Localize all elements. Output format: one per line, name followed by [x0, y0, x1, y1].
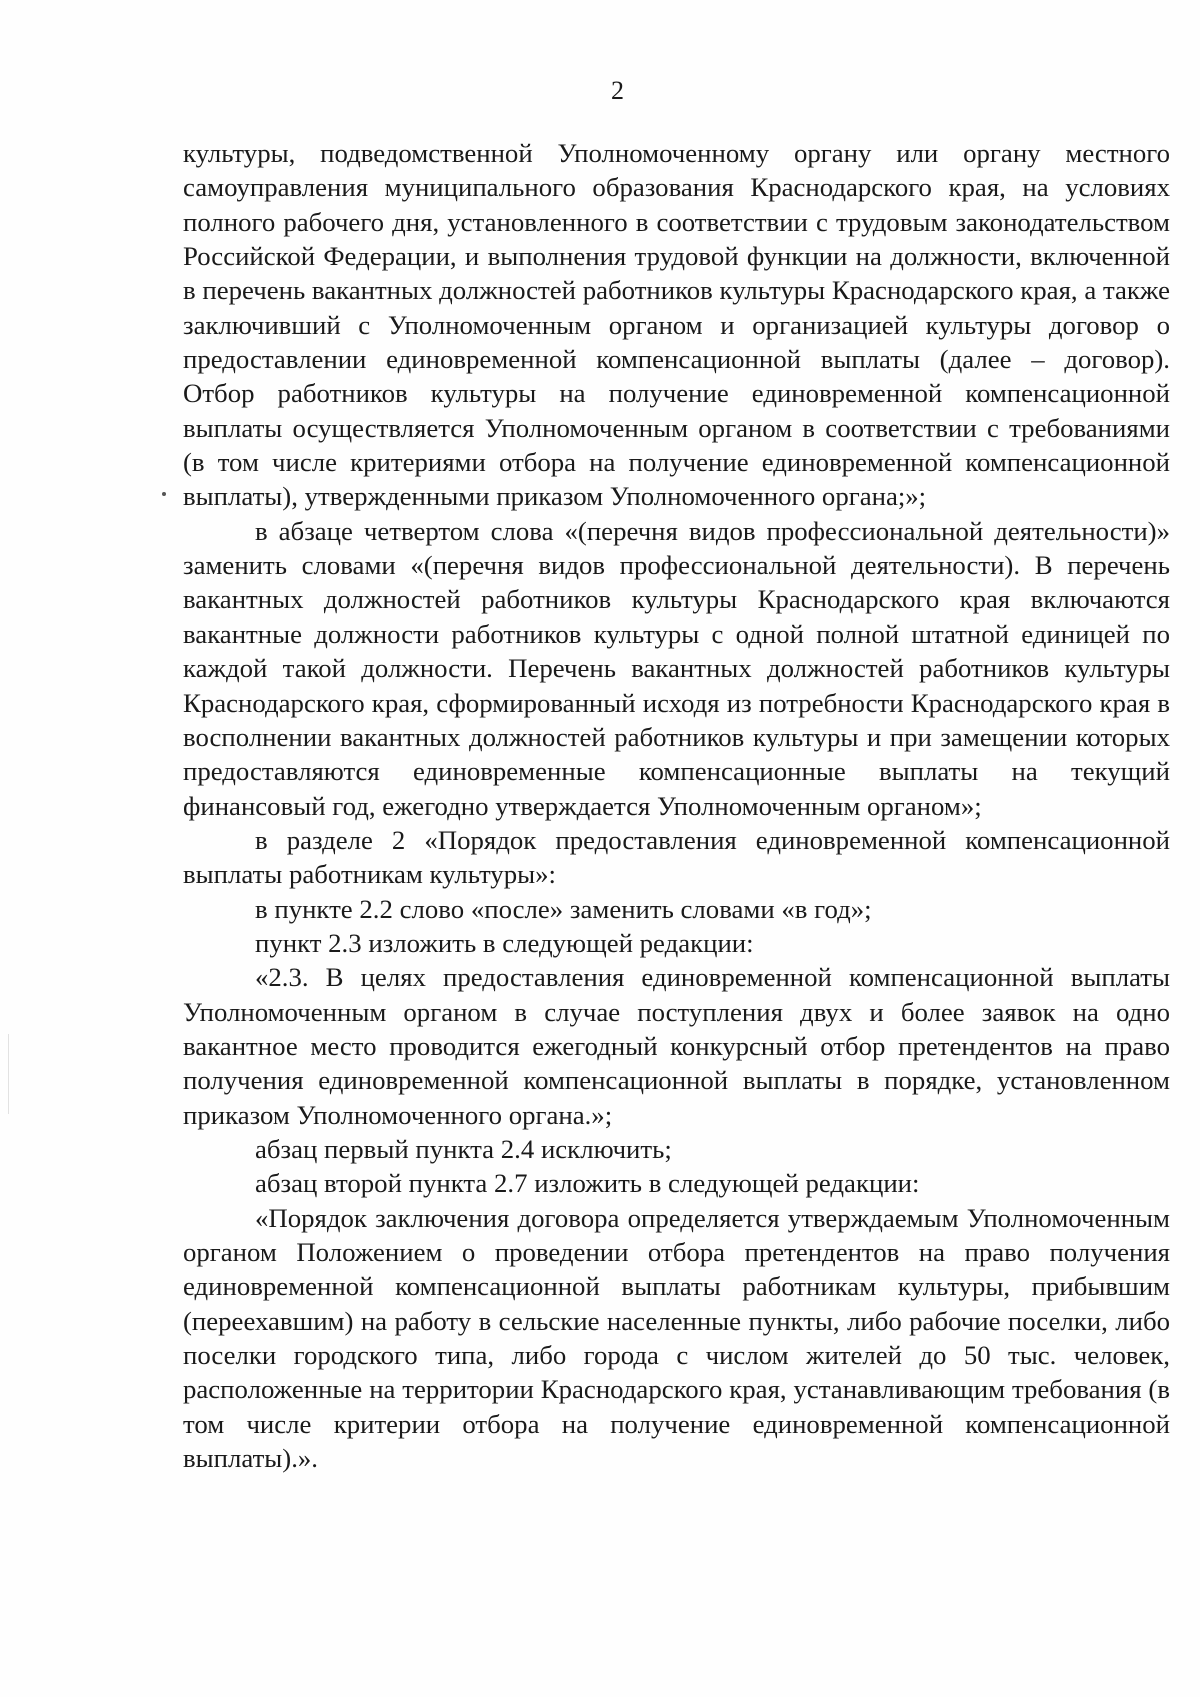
scan-edge-line	[8, 1034, 9, 1114]
page-number: 2	[611, 76, 624, 105]
paragraph: в разделе 2 «Порядок предоставления единовременной компенсационной выплаты работникам культуры»:	[183, 824, 1170, 890]
paragraph: пункт 2.3 изложить в следующей редакции:	[255, 927, 754, 958]
paragraph: абзац первый пункта 2.4 исключить;	[255, 1133, 672, 1164]
paragraph: абзац второй пункта 2.7 изложить в следующей редакции:	[255, 1168, 920, 1199]
document-body	[183, 136, 1170, 1475]
paragraph: культуры, подведомственной Уполномоченному органу или органу местного самоуправления муниципального образования Краснодарского края, на условиях полного рабочего дня, установленного в соответствии с трудовым законодательством Российской Федерации, и выполнения трудовой функции на должности, включенной в перечень вакантных должностей работников культуры Краснодарского края, а также заключивший с Уполномоченным органом и организацией культуры договор о предоставлении единовременной компенсационной выплаты (далее – договор). Отбор работников культуры на получение единовременной компенсационной выплаты осуществляется Уполномоченным органом в соответствии с требованиями (в том числе критериями отбора на получение единовременной компенсационной выплаты), утвержденными приказом Уполномоченного органа;»;	[183, 138, 1170, 512]
paragraph: «2.3. В целях предоставления единовременной компенсационной выплаты Уполномоченным органом в случае поступления двух и более заявок на одно вакантное место проводится ежегодный конкурсный отбор претендентов на право получения единовременной компенсационной выплаты в порядке, установленном приказом Уполномоченного органа.»;	[183, 962, 1170, 1130]
paragraph: в абзаце четвертом слова «(перечня видов профессиональной деятельности)» заменить словами «(перечня видов профессиональной деятельности). В перечень вакантных должностей работников культуры Краснодарского края включаются вакантные должности работников культуры с одной полной штатной единицей по каждой такой должности. Перечень вакантных должностей работников культуры Краснодарского края, сформированный исходя из потребности Краснодарского края в восполнении вакантных должностей работников культуры и при замещении которых предоставляются единовременные компенсационные выплаты на текущий финансовый год, ежегодно утверждается Уполномоченным органом»;	[183, 515, 1170, 821]
scan-dot	[162, 492, 166, 496]
paragraph: в пункте 2.2 слово «после» заменить словами «в год»;	[255, 893, 872, 924]
paragraph: «Порядок заключения договора определяется утверждаемым Уполномоченным органом Положением о проведении отбора претендентов на право получения единовременной компенсационной выплаты работникам культуры, прибывшим (переехавшим) на работу в сельские населенные пункты, либо рабочие поселки, либо поселки городского типа, либо города с числом жителей до 50 тыс. человек, расположенные на территории Краснодарского края, устанавливающим требования (в том числе критерии отбора на получение единовременной компенсационной выплаты).».	[183, 1202, 1170, 1474]
